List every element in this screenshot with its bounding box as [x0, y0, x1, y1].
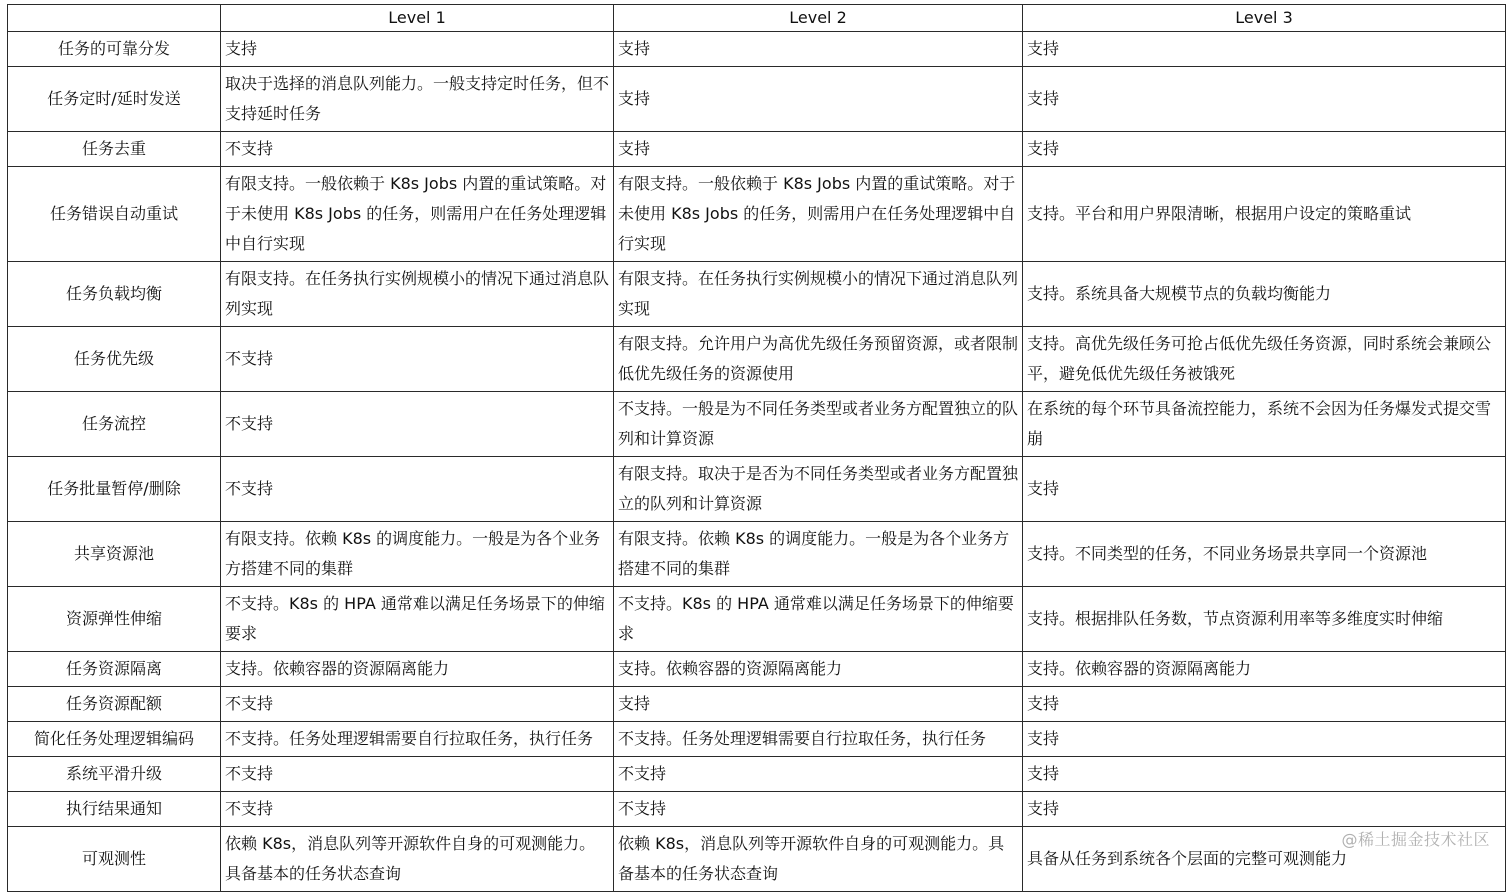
level-3-cell: 支持。平台和用户界限清晰，根据用户设定的策略重试	[1023, 167, 1506, 262]
level-2-cell: 支持	[614, 687, 1023, 722]
watermark: @稀土掘金技术社区	[1341, 830, 1490, 849]
level-3-cell: 支持	[1023, 32, 1506, 67]
level-2-cell: 支持	[614, 67, 1023, 132]
feature-cell: 执行结果通知	[8, 792, 221, 827]
feature-cell: 任务去重	[8, 132, 221, 167]
feature-cell: 任务优先级	[8, 327, 221, 392]
table-row	[8, 392, 1506, 457]
level-2-cell: 有限支持。允许用户为高优先级任务预留资源，或者限制低优先级任务的资源使用	[614, 327, 1023, 392]
feature-cell: 任务定时/延时发送	[8, 67, 221, 132]
table-row	[8, 327, 1506, 392]
level-1-cell: 不支持	[221, 132, 614, 167]
level-1-cell: 不支持。任务处理逻辑需要自行拉取任务，执行任务	[221, 722, 614, 757]
level-1-cell: 有限支持。在任务执行实例规模小的情况下通过消息队列实现	[221, 262, 614, 327]
level-1-cell: 不支持	[221, 457, 614, 522]
feature-cell: 任务错误自动重试	[8, 167, 221, 262]
table-row	[8, 262, 1506, 327]
level-2-cell: 不支持	[614, 757, 1023, 792]
level-3-cell: 支持	[1023, 132, 1506, 167]
level-2-cell: 依赖 K8s，消息队列等开源软件自身的可观测能力。具备基本的任务状态查询	[614, 827, 1023, 892]
header-cell-level-2: Level 2	[614, 5, 1023, 32]
level-2-cell: 不支持	[614, 792, 1023, 827]
table-row	[8, 32, 1506, 67]
level-3-cell: 支持	[1023, 722, 1506, 757]
level-1-cell: 不支持	[221, 757, 614, 792]
level-3-cell: 支持。根据排队任务数，节点资源利用率等多维度实时伸缩	[1023, 587, 1506, 652]
table-row	[8, 132, 1506, 167]
level-3-cell: 具备从任务到系统各个层面的完整可观测能力	[1023, 827, 1506, 892]
feature-cell: 系统平滑升级	[8, 757, 221, 792]
level-2-cell: 有限支持。依赖 K8s 的调度能力。一般是为各个业务方搭建不同的集群	[614, 522, 1023, 587]
feature-cell: 任务的可靠分发	[8, 32, 221, 67]
level-2-cell: 不支持。K8s 的 HPA 通常难以满足任务场景下的伸缩要求	[614, 587, 1023, 652]
feature-cell: 任务资源配额	[8, 687, 221, 722]
level-1-cell: 不支持	[221, 687, 614, 722]
feature-cell: 任务负载均衡	[8, 262, 221, 327]
level-2-cell: 支持	[614, 132, 1023, 167]
level-3-cell: 支持。依赖容器的资源隔离能力	[1023, 652, 1506, 687]
level-3-cell: 在系统的每个环节具备流控能力，系统不会因为任务爆发式提交雪崩	[1023, 392, 1506, 457]
header-cell-level-1: Level 1	[221, 5, 614, 32]
table-row	[8, 167, 1506, 262]
level-3-cell: 支持	[1023, 457, 1506, 522]
header-cell-feature	[8, 5, 221, 32]
table-row	[8, 67, 1506, 132]
level-2-cell: 有限支持。取决于是否为不同任务类型或者业务方配置独立的队列和计算资源	[614, 457, 1023, 522]
feature-cell: 资源弹性伸缩	[8, 587, 221, 652]
header-cell-level-3: Level 3	[1023, 5, 1506, 32]
table-row	[8, 722, 1506, 757]
level-1-cell: 支持。依赖容器的资源隔离能力	[221, 652, 614, 687]
level-2-cell: 有限支持。在任务执行实例规模小的情况下通过消息队列实现	[614, 262, 1023, 327]
table-row	[8, 827, 1506, 892]
level-3-cell: 支持	[1023, 792, 1506, 827]
feature-cell: 任务批量暂停/删除	[8, 457, 221, 522]
level-1-cell: 不支持	[221, 792, 614, 827]
feature-cell: 可观测性	[8, 827, 221, 892]
comparison-table-container	[7, 4, 1505, 892]
table-row	[8, 757, 1506, 792]
level-3-cell: 支持	[1023, 67, 1506, 132]
table-row	[8, 652, 1506, 687]
table-row	[8, 687, 1506, 722]
level-1-cell: 依赖 K8s，消息队列等开源软件自身的可观测能力。具备基本的任务状态查询	[221, 827, 614, 892]
level-3-cell: 支持。高优先级任务可抢占低优先级任务资源，同时系统会兼顾公平，避免低优先级任务被饿死	[1023, 327, 1506, 392]
level-1-cell: 取决于选择的消息队列能力。一般支持定时任务，但不支持延时任务	[221, 67, 614, 132]
table-row	[8, 792, 1506, 827]
level-3-cell: 支持	[1023, 757, 1506, 792]
level-1-cell: 有限支持。一般依赖于 K8s Jobs 内置的重试策略。对于未使用 K8s Jobs 的任务，则需用户在任务处理逻辑中自行实现	[221, 167, 614, 262]
table-header-row	[8, 5, 1506, 32]
table-row	[8, 587, 1506, 652]
level-2-cell: 不支持。任务处理逻辑需要自行拉取任务，执行任务	[614, 722, 1023, 757]
feature-cell: 简化任务处理逻辑编码	[8, 722, 221, 757]
comparison-table	[7, 4, 1506, 892]
level-2-cell: 不支持。一般是为不同任务类型或者业务方配置独立的队列和计算资源	[614, 392, 1023, 457]
level-3-cell: 支持	[1023, 687, 1506, 722]
feature-cell: 任务资源隔离	[8, 652, 221, 687]
feature-cell: 共享资源池	[8, 522, 221, 587]
table-row	[8, 457, 1506, 522]
level-1-cell: 有限支持。依赖 K8s 的调度能力。一般是为各个业务方搭建不同的集群	[221, 522, 614, 587]
table-row	[8, 522, 1506, 587]
level-2-cell: 支持。依赖容器的资源隔离能力	[614, 652, 1023, 687]
level-1-cell: 支持	[221, 32, 614, 67]
level-3-cell: 支持。不同类型的任务，不同业务场景共享同一个资源池	[1023, 522, 1506, 587]
level-2-cell: 有限支持。一般依赖于 K8s Jobs 内置的重试策略。对于未使用 K8s Jobs 的任务，则需用户在任务处理逻辑中自行实现	[614, 167, 1023, 262]
level-3-cell: 支持。系统具备大规模节点的负载均衡能力	[1023, 262, 1506, 327]
feature-cell: 任务流控	[8, 392, 221, 457]
level-1-cell: 不支持	[221, 392, 614, 457]
level-1-cell: 不支持。K8s 的 HPA 通常难以满足任务场景下的伸缩要求	[221, 587, 614, 652]
level-1-cell: 不支持	[221, 327, 614, 392]
level-2-cell: 支持	[614, 32, 1023, 67]
